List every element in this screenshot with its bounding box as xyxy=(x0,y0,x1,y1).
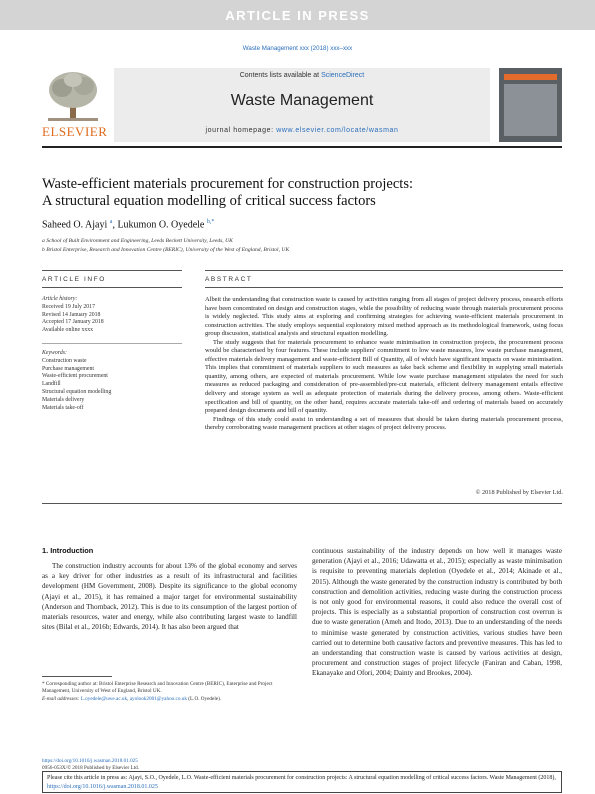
article-title xyxy=(42,176,552,210)
article-history xyxy=(42,296,172,335)
author-list xyxy=(42,219,214,230)
abstract-bottom-rule xyxy=(42,503,562,504)
history-item: Accepted 17 January 2018 xyxy=(42,319,104,326)
doi-link[interactable]: https://doi.org/10.1016/j.wasman.2018.01.025 xyxy=(42,758,138,764)
journal-citation-line[interactable]: Waste Management xxx (2018) xxx–xxx xyxy=(242,45,353,52)
citation-box xyxy=(42,771,562,793)
affiliation-a: a School of Built Environment and Engineering, Leeds Beckett University, Leeds, UK xyxy=(42,238,233,244)
keyword-item: Structural equation modelling xyxy=(42,388,112,395)
article-info-heading: ARTICLE INFO xyxy=(42,276,106,283)
elsevier-tree-logo xyxy=(42,68,108,142)
contents-prefix: Contents lists available at xyxy=(239,72,322,79)
keyword-item: Purchase management xyxy=(42,365,94,372)
history-item: Available online xxxx xyxy=(42,327,94,334)
history-item: Revised 14 January 2018 xyxy=(42,311,101,318)
author-separator: , xyxy=(112,219,118,231)
info-divider xyxy=(42,343,182,344)
author-1-affil-mark[interactable]: a xyxy=(109,219,113,225)
author-1: Saheed O. Ajayi xyxy=(42,219,108,231)
abstract-heading: ABSTRACT xyxy=(205,276,253,283)
email-separator: , xyxy=(127,695,130,702)
homepage-prefix: journal homepage: xyxy=(205,127,277,134)
affiliation-b: b Bristol Enterprise, Research and Innovation Centre (BERIC), University of the West of England, Bristol, UK xyxy=(42,247,290,253)
journal-title: Waste Management xyxy=(230,92,374,109)
article-in-press-banner xyxy=(0,0,595,30)
keyword-item: Materials take-off xyxy=(42,404,84,411)
keyword-item: Materials delivery xyxy=(42,396,85,403)
history-item: Received 19 July 2017 xyxy=(42,303,95,310)
keyword-item: Waste-efficient procurement xyxy=(42,373,108,380)
corresponding-author-note: * Corresponding author at: Bristol Enterprise Research and Innovation Centre (BERIC), Enterprise and Project Management, University of West of England, Bristol UK. xyxy=(42,681,273,695)
citation-doi-link[interactable]: https://doi.org/10.1016/j.wasman.2018.01.025 xyxy=(47,783,158,790)
introduction-heading: 1. Introduction xyxy=(42,546,94,555)
banner-text: ARTICLE IN PRESS xyxy=(225,7,370,23)
abstract-top-rule xyxy=(205,270,563,271)
affiliations xyxy=(42,237,552,255)
journal-cover-thumbnail xyxy=(499,68,562,142)
cover-band xyxy=(504,84,557,136)
sciencedirect-link[interactable]: ScienceDirect xyxy=(321,72,365,79)
footnote-rule xyxy=(42,676,112,677)
author-2: Lukumon O. Oyedele xyxy=(117,219,205,231)
intro-right-column: continuous sustainability of the industry depends on how well it manages waste generation (Ajayi et al., 2016; Udawatta et al., 2015); especially as waste minimisation is requisite to preventing materials depletion (Oyedele et al., 2014; Akinade et al., 2015). Although the waste generated by the construction industry is contributed by both construction and demolition activities, reducing waste during the construction process is not only good for environmental reasons, it could also reduce the overall cost of projects. This is especially as a substantial proportion of construction cost overrun is due to waste generation (Ameh and Itodo, 2013). Due to an understanding of the needs to minimise waste generated by construction activities, various studies have been carried out to determine both causative factors and preventive measures. This has led to an understanding that construction waste is caused by various activities at design, procurement and construction stages of project lifecycle (Faniran and Caban, 1998, Ekanayake and Ofori, 2004; Dainty and Brookes, 2004). xyxy=(312,547,562,678)
abstract-copyright: © 2018 Published by Elsevier Ltd. xyxy=(475,489,563,496)
abstract-under-rule xyxy=(205,287,563,288)
keyword-item: Construction waste xyxy=(42,357,87,364)
homepage-link[interactable]: www.elsevier.com/locate/wasman xyxy=(276,127,399,134)
article-info-top-rule xyxy=(42,270,182,271)
masthead-center xyxy=(114,68,490,142)
issn-line: 0956-053X/© 2018 Published by Elsevier Ltd. xyxy=(42,765,140,772)
email-link-2[interactable]: ayolook2001@yahoo.co.uk xyxy=(129,695,187,702)
intro-left-column: The construction industry accounts for about 13% of the global economy and serves as a key driver for other industries as a result of its infrastructural and facilities development (HM Government, 2008). Despite its significance to the global economy (Ajayi et al., 2015), it has remained a major target for environmental sustainability (Anderson and Thornback, 2012). This is due to its consumption of the largest portion of materials resources, water and energy, while also contributing largest waste to landfill sites (Bilal et al., 2016b; Edwards, 2014). It has also been argued that xyxy=(42,562,297,632)
keywords xyxy=(42,350,172,412)
history-label: Article history: xyxy=(42,296,78,302)
masthead-rule xyxy=(42,146,562,148)
footnotes xyxy=(42,681,297,703)
abstract-body xyxy=(205,296,563,433)
article-info-under-rule xyxy=(42,287,182,288)
abstract-paragraph-1: Albeit the understanding that construction waste is caused by activities ranging from all stages of project delivery process, research efforts have been concentrated on design and construction stages, while the possibility of reducing waste through materials procurement process is widely neglected. This study aims at exploring and confirming strategies for achieving waste-efficient materials procurement in construction activities. The study employs sequential exploratory mixed method approach as its methodological framework, using focus group discussion, statistical analysis and structural equation modelling. xyxy=(205,296,563,338)
email-tail: (L.O. Oyedele). xyxy=(186,695,222,702)
abstract-paragraph-3: Findings of this study could assist in understanding a set of measures that should be taken during materials procurement process, thereby corroborating waste management practices at other stages of project delivery process. xyxy=(205,415,563,432)
citation-text: Please cite this article in press as: Ajayi, S.O., Oyedele, L.O. Waste-efficient materials procurement for construction projects: A structural equation modelling of critical success factors. Waste Management (2018), xyxy=(47,775,556,781)
author-2-affil-mark[interactable]: b,* xyxy=(206,219,215,225)
abstract-paragraph-2: The study suggests that for materials procurement to enhance waste minimisation in construction projects, the procurement process would be characterised by four features. These include suppliers' commitment to low waste measures, low waste purchase management, effective materials delivery management and waste-efficient Bill of Quantity, all of which have significant impacts on waste minimisation. This implies that commitment of materials suppliers to such measures as take back scheme and flexibility in supplying small materials quantity, among others, are expected of materials procurement. While low waste purchase management stipulates the need for such measures as reduced packaging and consideration of pre-assembled/pre-cut materials, efficient delivery management entails effective delivery and storage system as well as adequate protection of materials during the delivery process, among others. Waste-efficient specification and bill of quantity, on the other hand, requires accurate materials take-off and ordering of materials based on accurately prepared design documents and bill of quantity. xyxy=(205,338,563,415)
email-label: E-mail addresses: xyxy=(42,695,81,702)
journal-masthead xyxy=(42,68,562,142)
keyword-item: Landfill xyxy=(42,381,61,388)
homepage-line xyxy=(114,127,490,134)
contents-line xyxy=(114,72,490,79)
keywords-label: Keywords: xyxy=(42,350,67,356)
publisher-name: ELSEVIER xyxy=(42,124,108,139)
email-note xyxy=(42,696,297,703)
title-line-2: A structural equation modelling of critical success factors xyxy=(42,193,376,209)
cover-stripe xyxy=(504,74,557,80)
title-line-1: Waste-efficient materials procurement for construction projects: xyxy=(42,176,413,192)
email-link-1[interactable]: L.oyedele@uwe.ac.uk xyxy=(80,695,128,702)
